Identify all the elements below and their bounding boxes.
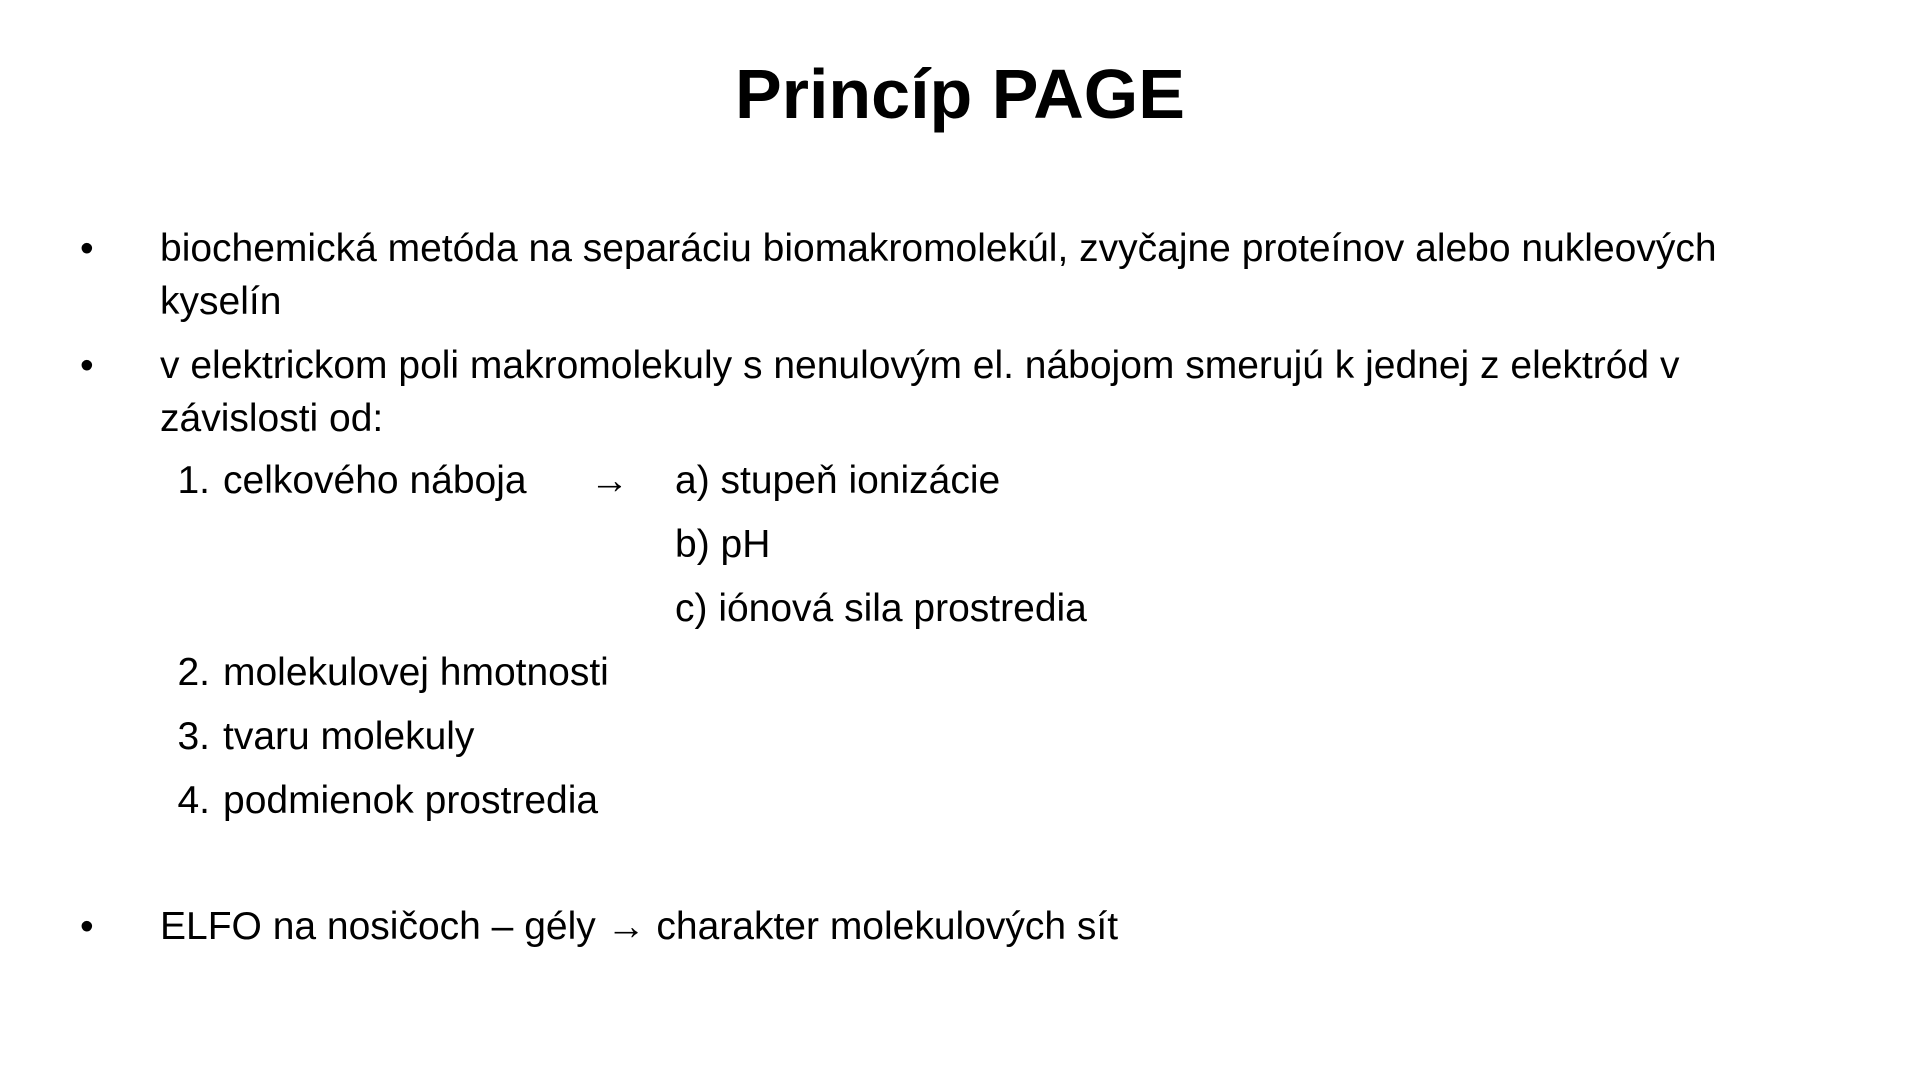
list-item-text: molekulovej hmotnosti: [223, 651, 609, 694]
bullet-text: v elektrickom poli makromolekuly s nenulovým el. nábojom smerujú k jednej z elektród v závislosti od:: [160, 344, 1680, 440]
arrow-icon: →: [590, 459, 629, 502]
sub-item: c) iónová sila prostredia: [675, 587, 1087, 630]
bullet-text: biochemická metóda na separáciu biomakromolekúl, zvyčajne proteínov alebo nukleových kyselín: [160, 227, 1717, 323]
list-item-text: tvaru molekuly: [223, 715, 475, 758]
bullet-marker: •: [80, 905, 94, 948]
bullet-marker: •: [80, 227, 94, 270]
bullet-marker: •: [80, 344, 94, 387]
list-item-text: podmienok prostredia: [223, 779, 599, 822]
list-number: 4.: [177, 779, 210, 822]
sub-item: a) stupeň ionizácie: [675, 459, 1001, 502]
slide-title: Princíp PAGE: [735, 55, 1185, 133]
sub-item: b) pH: [675, 523, 771, 566]
list-number: 1.: [177, 459, 210, 502]
list-number: 3.: [177, 715, 210, 758]
list-number: 2.: [177, 651, 210, 694]
bullet-text: ELFO na nosičoch – gély → charakter molekulových sít: [160, 905, 1119, 948]
list-item-text: celkového náboja: [223, 459, 527, 502]
